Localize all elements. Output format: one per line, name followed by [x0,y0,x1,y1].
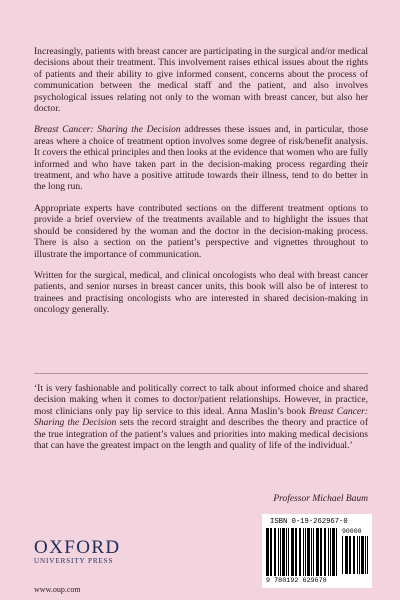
blurb-paragraph-2 [34,124,368,192]
section-divider [34,373,368,374]
blurb-paragraph-3: Appropriate experts have contributed sections on the different treatment options to provide a brief overview of the treatments available and to highlight the issues that should be considered by the woman and the doctor in the decision-making process. There is also a section on the patient’s perspective and vignettes throughout to illustrate the importance of communication. [34,202,368,260]
barcode-bar [266,528,269,576]
quote-part-1: ‘It is very fashionable and politically correct to talk about informed choice and shared decision making when it comes to doctor/patient relationships. However, in practice, most clinicians only pay lip service to this ideal. Anna Maslin’s book [34,383,368,417]
quote-book-title: Breast Cancer: Sharing the Decision [34,405,368,429]
barcode-bar [286,528,287,576]
quote-text [34,383,368,451]
price-addon-number: 90000 [342,528,362,535]
barcode-bar [359,536,360,574]
barcode-bar [288,528,289,576]
barcode-bar [313,528,314,576]
quote-attribution: Professor Michael Baum [273,494,368,504]
barcode-bar [299,528,301,576]
ean-barcode-bars [266,528,338,578]
blurb-text [34,46,368,326]
barcode-bar [320,528,322,576]
barcode-bar [295,528,297,576]
barcode-bar [332,528,335,576]
barcode-bar [307,528,310,576]
barcode-bar [342,536,343,574]
barcode-bar [282,528,285,576]
barcode-bar [270,528,272,576]
barcode-bar [353,536,355,574]
barcode-bar [303,528,304,576]
blurb-paragraph-1: Increasingly, patients with breast cancer are participating in the surgical and/or medical decisions about their treatment. This involvement raises ethical issues about the rights of patients and their ability to give informed consent, concerns about the process of communication between the medical staff and the patient, and also involves psychological issues relating not only to the woman with breast cancer, but also her doctor. [34,46,368,115]
publisher-subname: UNIVERSITY PRESS [34,557,114,565]
barcode-bar [349,536,351,574]
publisher-logo [34,539,130,566]
barcode-bar [357,536,358,574]
book-title: Breast Cancer: Sharing the Decision [34,124,181,136]
barcode-bar [324,528,326,576]
barcode-bar [361,536,364,574]
publisher-url: www.oup.com [34,585,81,594]
blurb-paragraph-2-text: addresses these issues and, in particular, those areas where a choice of treatment option involves some degree of risk/benefit analysis. It covers the ethical principles and then looks at the evidence that women who are fully informed and who have taken part in the decision-making process regarding their treatment, and who have a positive attitude towards their illness, tend to do better in the long run. [34,124,368,193]
barcode-bar [336,528,337,576]
quote-part-2: sets the record straight and describes the theory and practice of the true integration of the patient’s values and priorities into making medical decisions that can have the greatest impact on the length and quality of life of the individual.’ [34,417,368,452]
barcode-bar [274,528,276,576]
barcode-bar [305,528,306,576]
addon-barcode-bars [342,536,368,576]
barcode-bar [365,536,366,574]
blurb-paragraph-4: Written for the surgical, medical, and clinical oncologists who deal with breast cancer patients, and senior nurses in breast cancer units, this book will also be of interest to trainees and practising oncologists who are interested in shared decision-making in oncology generally. [34,269,368,316]
barcode-bar [316,528,319,576]
endorsement-quote [34,383,368,451]
barcode-bar [311,528,312,576]
publisher-name: OXFORD [34,537,121,558]
isbn-number: ISBN 0-19-262967-0 [270,518,348,526]
barcode-bar [328,528,329,576]
barcode-bar [278,528,279,576]
ean-digits: 9 780192 629678 [266,577,327,584]
barcode-bar [330,528,331,576]
barcode-bar [291,528,294,576]
barcode-bar [367,536,368,574]
barcode-bar [280,528,281,576]
barcode-bar [345,536,348,574]
barcode [262,514,372,588]
